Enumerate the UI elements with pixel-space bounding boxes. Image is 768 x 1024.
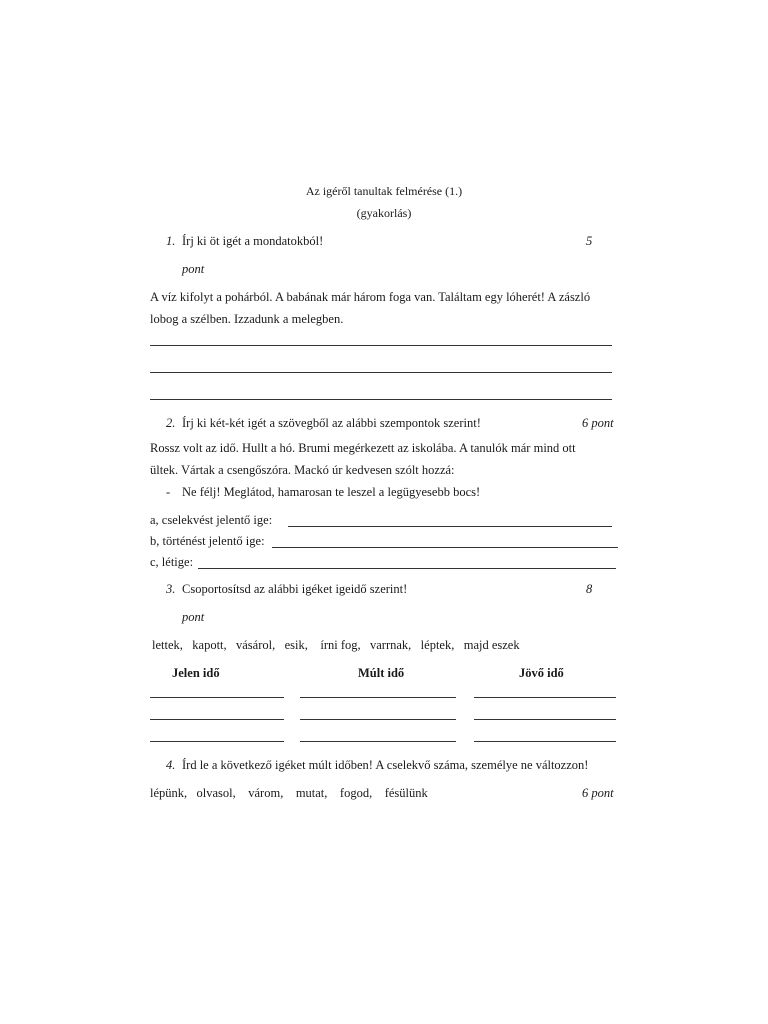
answer-line-future[interactable] — [474, 719, 616, 720]
question-2-text-line: ültek. Vártak a csengőszóra. Mackó úr kedvesen szólt hozzá: — [150, 463, 455, 477]
question-3-number: 3. — [166, 582, 176, 596]
question-2-number: 2. — [166, 416, 176, 430]
answer-line-past[interactable] — [300, 741, 456, 742]
answer-line-present[interactable] — [150, 719, 284, 720]
question-2-text-line: Rossz volt az idő. Hullt a hó. Brumi megérkezett az iskolába. A tanulók már mind ott — [150, 441, 576, 455]
question-1-points-word: pont — [182, 262, 205, 276]
question-4-verbs: lépünk, olvasol, várom, mutat, fogod, fésülünk — [150, 786, 428, 800]
answer-line[interactable] — [150, 345, 612, 346]
question-1-text-line: lobog a szélben. Izzadunk a melegben. — [150, 312, 344, 326]
answer-line-present[interactable] — [150, 741, 284, 742]
answer-line[interactable] — [150, 399, 612, 400]
answer-line-past[interactable] — [300, 697, 456, 698]
column-header-future: Jövő idő — [519, 666, 564, 680]
question-2-dialog: Ne félj! Meglátod, hamarosan te leszel a legügyesebb bocs! — [182, 485, 481, 499]
answer-line-c[interactable] — [198, 568, 616, 569]
question-3-points-value: 8 — [586, 582, 593, 596]
label-b: b, történést jelentő ige: — [150, 534, 265, 548]
answer-line-past[interactable] — [300, 719, 456, 720]
question-2-points: 6 pont — [582, 416, 614, 430]
label-c: c, létige: — [150, 555, 194, 569]
question-1-number: 1. — [166, 234, 176, 248]
question-3-verbs: lettek, kapott, vásárol, esik, írni fog, varrnak, léptek, majd eszek — [152, 638, 520, 652]
label-a: a, cselekvést jelentő ige: — [150, 513, 273, 527]
question-1-text-line: A víz kifolyt a pohárból. A babának már három foga van. Találtam egy lóherét! A zászló — [150, 290, 591, 304]
answer-line[interactable] — [150, 372, 612, 373]
question-1-points-value: 5 — [586, 234, 593, 248]
answer-line-future[interactable] — [474, 741, 616, 742]
answer-line-future[interactable] — [474, 697, 616, 698]
question-1-prompt: Írj ki öt igét a mondatokból! — [182, 234, 324, 248]
column-header-present: Jelen idő — [172, 666, 220, 680]
question-2-prompt: Írj ki két-két igét a szövegből az alábbi szempontok szerint! — [182, 416, 481, 430]
dialog-dash: - — [166, 485, 171, 499]
question-4-points: 6 pont — [582, 786, 614, 800]
column-header-past: Múlt idő — [358, 666, 405, 680]
question-4-prompt: Írd le a következő igéket múlt időben! A cselekvő száma, személye ne változzon! — [182, 758, 589, 772]
question-3-prompt: Csoportosítsd az alábbi igéket igeidő szerint! — [182, 582, 408, 596]
answer-line-b[interactable] — [272, 547, 618, 548]
answer-line-present[interactable] — [150, 697, 284, 698]
page-title: Az igéről tanultak felmérése (1.) — [305, 184, 463, 198]
question-3-points-word: pont — [182, 610, 205, 624]
question-4-number: 4. — [166, 758, 176, 772]
page-subtitle: (gyakorlás) — [356, 206, 412, 220]
answer-line-a[interactable] — [288, 526, 612, 527]
